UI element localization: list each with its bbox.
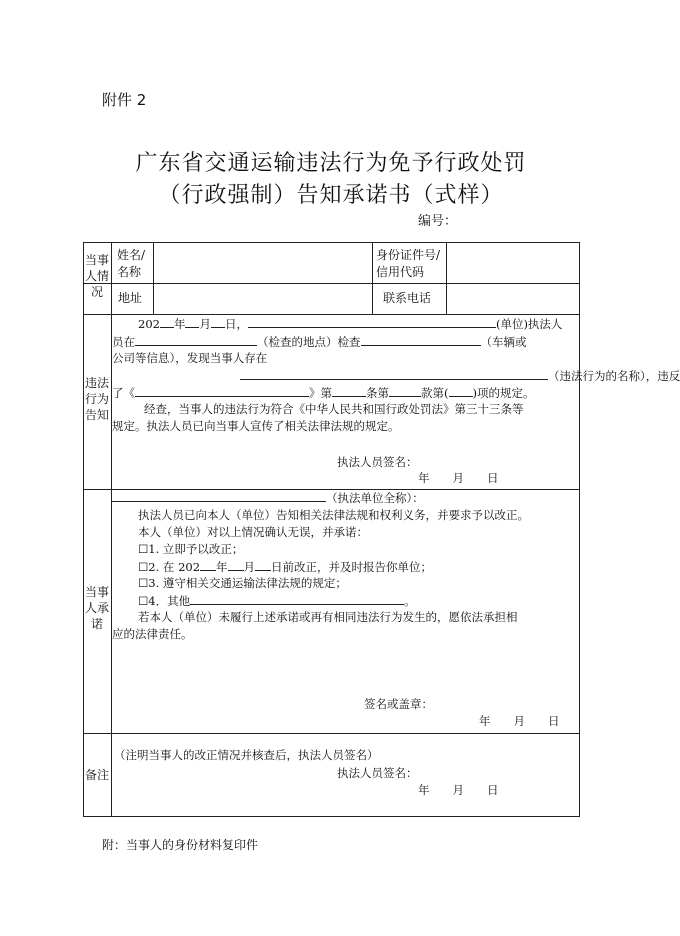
- location-text: （检查的地点）检查: [257, 335, 361, 349]
- agency-blank[interactable]: [112, 489, 326, 502]
- promise-line-2: 执法人员已向本人（单位）告知相关法律法规和权利义务，并要求予以改正。: [138, 508, 529, 522]
- deadline-day-blank[interactable]: [255, 558, 271, 571]
- vehicle-text: （车辆或: [480, 335, 527, 349]
- name-label: 姓名/名称: [117, 248, 146, 279]
- row-divider: [83, 733, 580, 734]
- deadline-month-blank[interactable]: [228, 558, 244, 571]
- page-subtitle: （行政强制）告知承诺书（式样）: [158, 183, 504, 208]
- deadline-year-text: 年: [216, 560, 228, 574]
- month-text: 月: [199, 317, 211, 331]
- phone-field[interactable]: [447, 285, 579, 313]
- violation-blank[interactable]: [240, 367, 548, 380]
- notice-line-3: 公司等信息），发现当事人存在: [112, 351, 268, 365]
- phone-label: 联系电话: [383, 291, 432, 305]
- day-text: 日，: [224, 317, 248, 331]
- item-suffix: )项的规定。: [472, 386, 535, 400]
- option-2-checkbox[interactable]: [138, 558, 432, 576]
- column-divider: [111, 242, 112, 817]
- promise-para-line-1: 若本人（单位）未履行上述承诺或再有相同违法行为发生的，愿依法承担相: [138, 610, 518, 624]
- agency-text: （执法单位全称）：: [326, 491, 424, 505]
- promise-line-3: 本人（单位）对以上情况确认无误，并承诺：: [138, 525, 368, 539]
- remarks-date: 年 月 日: [418, 783, 499, 797]
- attachment-label: 附件 2: [102, 91, 147, 109]
- promise-para-line-2: 应的法律责任。: [112, 627, 193, 641]
- article-blank[interactable]: [332, 384, 366, 397]
- id-number-field[interactable]: [447, 244, 579, 282]
- notice-para-2-line-2: 规定。执法人员已向当事人宣传了相关法律法规的规定。: [112, 419, 400, 433]
- footer-note: 附：当事人的身份材料复印件: [102, 838, 259, 852]
- deadline-day-text: 日前改正，并及时报告你单位；: [271, 560, 433, 574]
- notice-year-prefix: 202: [138, 317, 160, 331]
- unit-blank[interactable]: [248, 315, 496, 328]
- party-section-label: 当事人情况: [84, 253, 109, 299]
- item-blank[interactable]: [449, 384, 473, 397]
- option-4-suffix: 。: [404, 594, 416, 608]
- promise-section-label: 当事人承诺: [84, 585, 109, 631]
- clause-text: 条第: [366, 386, 389, 400]
- notice-para-2-line-1: 经查，当事人的违法行为符合《中华人民共和国行政处罚法》第三十三条等: [144, 402, 524, 416]
- remarks-section-label: 备注: [84, 768, 109, 782]
- article-text: 》第: [309, 386, 332, 400]
- month-blank[interactable]: [185, 315, 199, 328]
- row-divider: [83, 283, 580, 284]
- violation-text: （违法行为的名称），违反: [548, 369, 680, 383]
- notice-line-1: [138, 315, 562, 333]
- year-text: 年: [173, 317, 186, 331]
- column-divider: [372, 242, 373, 314]
- location-blank[interactable]: [135, 333, 257, 346]
- address-field[interactable]: [154, 285, 371, 313]
- notice-line-2: [112, 333, 527, 351]
- unit-text: (单位)执法人: [495, 317, 563, 331]
- address-label: 地址: [118, 291, 143, 305]
- option-1-checkbox[interactable]: ☐1. 立即予以改正；: [138, 542, 244, 556]
- notice-line-5: [112, 384, 535, 402]
- vehicle-blank[interactable]: [361, 333, 481, 346]
- law-name-blank[interactable]: [135, 384, 309, 397]
- option-4-checkbox[interactable]: [138, 592, 416, 610]
- page-title: 广东省交通运输违法行为免予行政处罚: [135, 151, 527, 176]
- promise-date: 年 月 日: [479, 714, 560, 728]
- deadline-month-text: 月: [243, 560, 256, 574]
- promise-signature-label: 签名或盖章：: [364, 697, 433, 711]
- law-prefix: 了《: [112, 386, 135, 400]
- day-blank[interactable]: [211, 315, 225, 328]
- option-3-checkbox[interactable]: ☐3. 遵守相关交通运输法律法规的规定；: [138, 576, 347, 590]
- staff-at-text: 员在: [112, 335, 135, 349]
- year-blank[interactable]: [160, 315, 174, 328]
- option-2-prefix: ☐2. 在 202: [138, 560, 201, 574]
- name-field[interactable]: [154, 244, 371, 282]
- id-number-label: 身份证件号/信用代码: [376, 248, 441, 279]
- notice-section-label: 违法行为告知: [84, 376, 109, 422]
- promise-line-1: [112, 489, 424, 507]
- remarks-signature-label: 执法人员签名：: [337, 766, 418, 780]
- clause-blank[interactable]: [389, 384, 421, 397]
- item-text: 款第(: [421, 386, 449, 400]
- other-blank[interactable]: [190, 592, 404, 605]
- option-4-prefix: ☐4．其他: [138, 594, 191, 608]
- doc-number-label: 编号：: [418, 214, 458, 229]
- notice-line-4: [112, 367, 680, 385]
- notice-signature-label: 执法人员签名：: [337, 455, 418, 469]
- remarks-note: （注明当事人的改正情况并核查后，执法人员签名）: [114, 748, 379, 762]
- deadline-year-blank[interactable]: [200, 558, 216, 571]
- notice-date: 年 月 日: [418, 471, 499, 485]
